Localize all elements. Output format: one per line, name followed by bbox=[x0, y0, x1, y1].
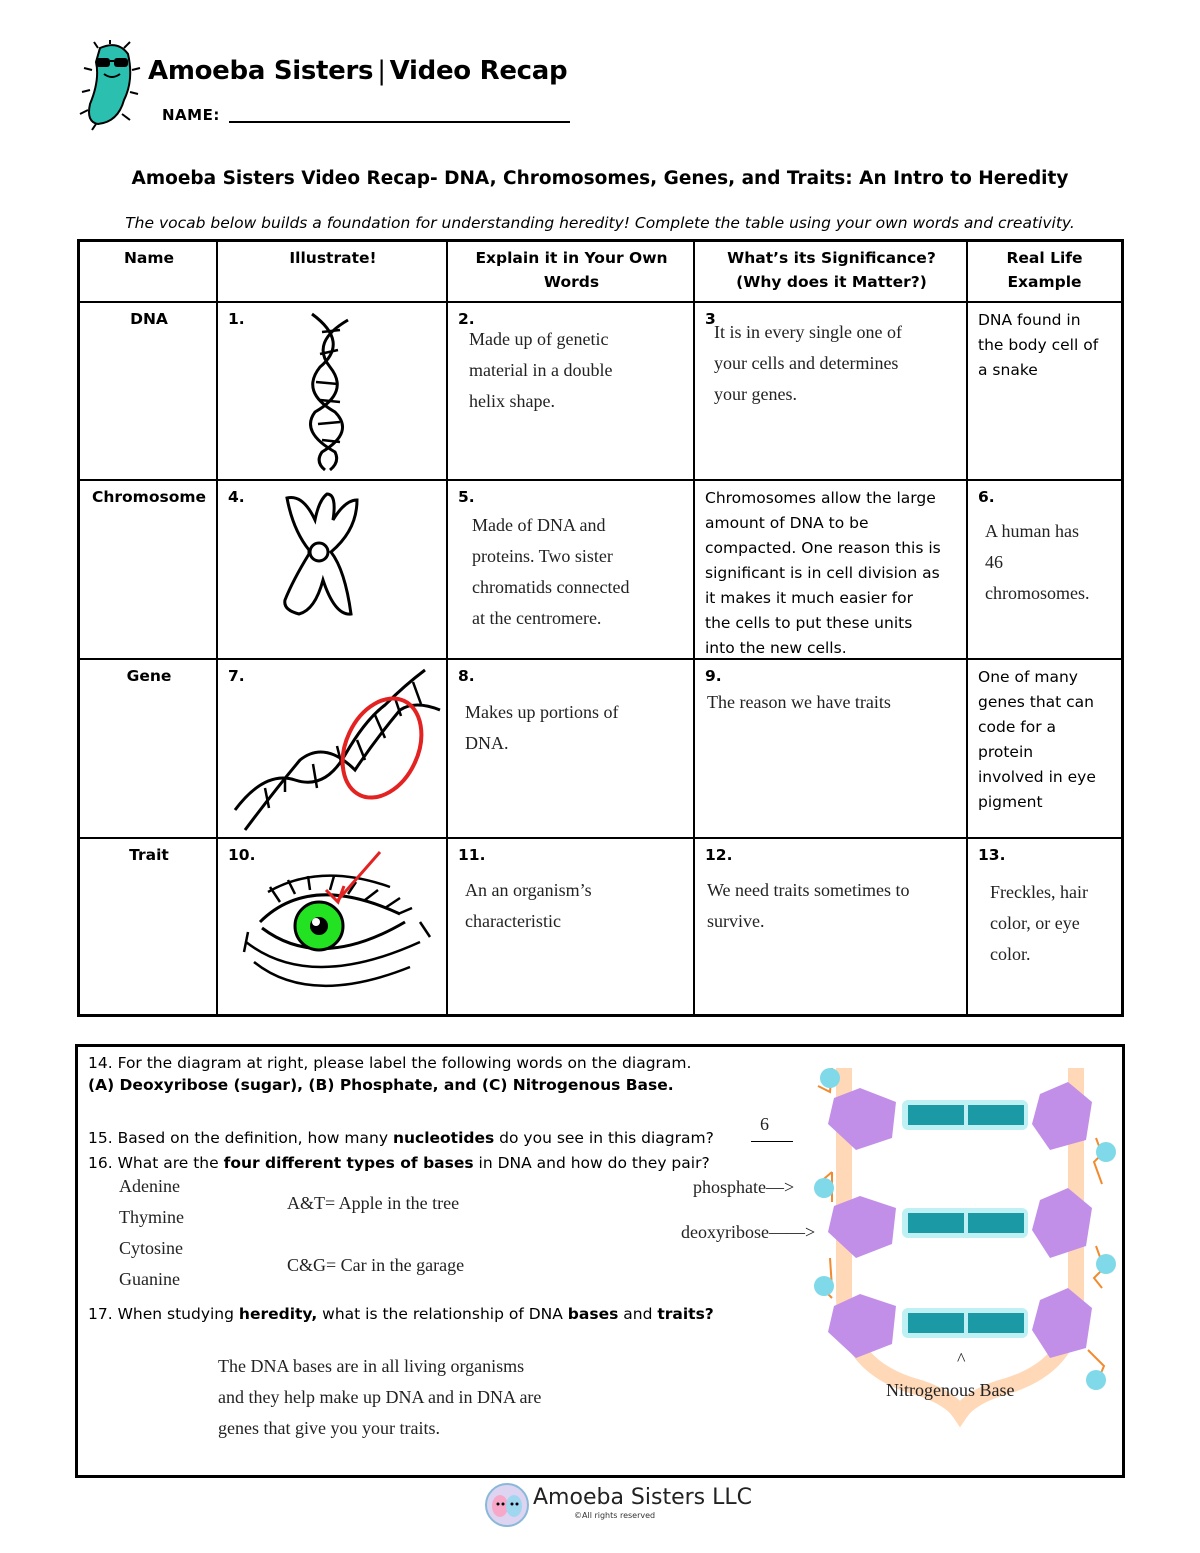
base-name: Thymine bbox=[119, 1207, 184, 1227]
header-explain-line: Words bbox=[543, 273, 600, 291]
answer-line: Made up of genetic bbox=[469, 329, 609, 349]
answer-line: material in a double bbox=[469, 360, 613, 380]
chromosome-explain-answer[interactable] bbox=[472, 510, 629, 634]
base-name: Adenine bbox=[119, 1176, 180, 1196]
answer-line: significant is in cell division as bbox=[705, 564, 940, 582]
name-label: NAME: bbox=[162, 106, 220, 124]
question-keyword: four different types of bases bbox=[223, 1154, 474, 1172]
trait-example-answer[interactable] bbox=[990, 877, 1088, 970]
row-name-trait: Trait bbox=[129, 846, 169, 864]
label-phosphate[interactable]: phosphate—> bbox=[693, 1177, 795, 1197]
answer-line: helix shape. bbox=[469, 391, 555, 411]
answer-line: We need traits sometimes to bbox=[707, 880, 910, 900]
gene-on-dna-drawing bbox=[225, 660, 447, 838]
answer-line: Makes up portions of bbox=[465, 702, 619, 722]
header-example bbox=[968, 246, 1121, 294]
item-number: 7. bbox=[228, 667, 245, 685]
header-example-line: Real Life bbox=[1006, 249, 1083, 267]
q16-pair-at[interactable]: A&T= Apple in the tree bbox=[287, 1193, 460, 1213]
question-text: do you see in this diagram? bbox=[494, 1129, 714, 1147]
trait-significance-answer[interactable] bbox=[707, 875, 910, 937]
question-keyword: bases bbox=[567, 1305, 619, 1323]
answer-line: color, or eye bbox=[990, 913, 1080, 933]
column-divider bbox=[216, 242, 218, 1014]
section-name: Video Recap bbox=[389, 56, 568, 86]
header-explain-line: Explain it in Your Own bbox=[475, 249, 668, 267]
eye-drawing bbox=[240, 842, 440, 1002]
answer-line: genes that can bbox=[978, 693, 1094, 711]
item-number: 5. bbox=[458, 488, 475, 506]
answer-line: survive. bbox=[707, 911, 765, 931]
answer-line: characteristic bbox=[465, 911, 561, 931]
q15-answer[interactable]: 6 bbox=[760, 1114, 769, 1134]
answer-line: a snake bbox=[978, 361, 1038, 379]
answer-line: Freckles, hair bbox=[990, 882, 1088, 902]
answer-line: genes that give you your traits. bbox=[218, 1418, 440, 1438]
q16-pair-cg[interactable]: C&G= Car in the garage bbox=[287, 1255, 465, 1275]
item-number: 11. bbox=[458, 846, 486, 864]
answer-line: at the centromere. bbox=[472, 608, 602, 628]
name-field[interactable] bbox=[229, 121, 570, 123]
answer-line: proteins. Two sister bbox=[472, 546, 613, 566]
question-text: 14. For the diagram at right, please label the following words on the diagram. bbox=[88, 1054, 692, 1072]
question-text: (A) Deoxyribose (sugar), (B) Phosphate, and (C) Nitrogenous Base. bbox=[88, 1076, 674, 1094]
question-text: in DNA and how do they pair? bbox=[473, 1154, 710, 1172]
question-keyword: heredity, bbox=[238, 1305, 318, 1323]
question-text: 17. When studying bbox=[88, 1305, 239, 1323]
footer-rights: ©All rights reserved bbox=[574, 1511, 656, 1520]
answer-line: An an organism’s bbox=[465, 880, 592, 900]
item-number: 6. bbox=[978, 488, 995, 506]
dna-helix-drawing bbox=[300, 312, 360, 472]
chromosome-significance-answer[interactable] bbox=[705, 486, 963, 661]
answer-line: protein bbox=[978, 743, 1034, 761]
row-divider bbox=[80, 479, 1121, 481]
item-number: 10. bbox=[228, 846, 256, 864]
column-divider bbox=[693, 242, 695, 1014]
question-text: and bbox=[618, 1305, 658, 1323]
gene-significance-answer[interactable] bbox=[707, 687, 891, 718]
answer-line: 46 bbox=[985, 552, 1003, 572]
q16-bases-answer[interactable] bbox=[119, 1171, 184, 1295]
question-keyword: nucleotides bbox=[392, 1129, 495, 1147]
answer-line: Made of DNA and bbox=[472, 515, 606, 535]
brand-name: Amoeba Sisters bbox=[148, 56, 374, 86]
item-number: 12. bbox=[705, 846, 733, 864]
answer-line: Chromosomes allow the large bbox=[705, 489, 936, 507]
header-example-line: Example bbox=[1007, 273, 1082, 291]
chromosome-drawing bbox=[275, 490, 365, 620]
base-name: Cytosine bbox=[119, 1238, 184, 1258]
answer-line: it makes it much easier for bbox=[705, 589, 913, 607]
chromosome-example-answer[interactable] bbox=[985, 516, 1089, 609]
answer-line: your genes. bbox=[714, 384, 797, 404]
dna-explain-answer[interactable] bbox=[469, 324, 612, 417]
label-caret: ^ bbox=[957, 1349, 966, 1369]
q17-answer[interactable] bbox=[218, 1351, 541, 1444]
answer-line: code for a bbox=[978, 718, 1057, 736]
gene-example-answer[interactable] bbox=[978, 665, 1096, 815]
answer-line: chromatids connected bbox=[472, 577, 630, 597]
question-15 bbox=[88, 1127, 714, 1149]
question-text: 16. What are the bbox=[88, 1154, 224, 1172]
page-title: Amoeba Sisters Video Recap- DNA, Chromosomes, Genes, and Traits: An Intro to Heredity bbox=[131, 168, 1069, 189]
answer-line: The reason we have traits bbox=[707, 692, 891, 712]
column-divider bbox=[966, 242, 968, 1014]
item-number: 1. bbox=[228, 310, 245, 328]
vocab-table bbox=[77, 239, 1124, 1017]
header-separator: | bbox=[377, 56, 386, 86]
answer-line: DNA found in bbox=[978, 311, 1081, 329]
header-significance-line: (Why does it Matter?) bbox=[736, 273, 927, 291]
answer-line: One of many bbox=[978, 668, 1078, 686]
item-number: 13. bbox=[978, 846, 1006, 864]
answer-line: chromosomes. bbox=[985, 583, 1090, 603]
amoeba-mascot-logo bbox=[78, 40, 146, 132]
answer-line: the cells to put these units bbox=[705, 614, 913, 632]
item-number: 4. bbox=[228, 488, 245, 506]
page-subtitle: The vocab below builds a foundation for understanding heredity! Complete the table using your own words and creativity. bbox=[125, 214, 1075, 232]
answer-line: and they help make up DNA and in DNA are bbox=[218, 1387, 542, 1407]
answer-line: color. bbox=[990, 944, 1031, 964]
q15-answer-line bbox=[751, 1141, 793, 1142]
trait-explain-answer[interactable] bbox=[465, 875, 592, 937]
header-significance-line: What’s its Significance? bbox=[727, 249, 936, 267]
answer-line: involved in eye bbox=[978, 768, 1096, 786]
answer-line: A human has bbox=[985, 521, 1079, 541]
answer-line: It is in every single one of bbox=[714, 322, 902, 342]
question-keyword: traits? bbox=[657, 1305, 714, 1323]
question-17 bbox=[88, 1303, 714, 1325]
label-nitrogenous-base[interactable]: Nitrogenous Base bbox=[886, 1380, 1015, 1400]
header-name: Name bbox=[123, 249, 175, 267]
column-divider bbox=[446, 242, 448, 1014]
item-number: 2. bbox=[458, 310, 475, 328]
header-explain bbox=[448, 246, 695, 294]
answer-line: DNA. bbox=[465, 733, 509, 753]
answer-line: into the new cells. bbox=[705, 639, 847, 657]
amoeba-sisters-footer-logo bbox=[484, 1482, 530, 1528]
row-divider bbox=[80, 301, 1121, 303]
gene-explain-answer[interactable] bbox=[465, 697, 618, 759]
footer-brand: Amoeba Sisters LLC bbox=[533, 1485, 752, 1510]
question-text: what is the relationship of DNA bbox=[317, 1305, 568, 1323]
label-deoxyribose[interactable]: deoxyribose——> bbox=[681, 1222, 816, 1242]
item-number: 8. bbox=[458, 667, 475, 685]
row-name-dna: DNA bbox=[130, 310, 168, 328]
question-text: 15. Based on the definition, how many bbox=[88, 1129, 393, 1147]
answer-line: amount of DNA to be bbox=[705, 514, 869, 532]
answer-line: your cells and determines bbox=[714, 353, 899, 373]
answer-line: compacted. One reason this is bbox=[705, 539, 941, 557]
question-14 bbox=[88, 1052, 691, 1096]
row-name-chromosome: Chromosome bbox=[91, 488, 207, 506]
row-name-gene: Gene bbox=[126, 667, 172, 685]
answer-line: the body cell of bbox=[978, 336, 1099, 354]
base-name: Guanine bbox=[119, 1269, 180, 1289]
dna-significance-answer[interactable] bbox=[714, 317, 902, 410]
answer-line: pigment bbox=[978, 793, 1043, 811]
header-illustrate: Illustrate! bbox=[289, 249, 377, 267]
answer-line: The DNA bases are in all living organisms bbox=[218, 1356, 525, 1376]
item-number: 9. bbox=[705, 667, 722, 685]
dna-example-answer[interactable] bbox=[978, 308, 1098, 383]
header-title bbox=[148, 56, 567, 86]
header-significance bbox=[695, 246, 968, 294]
item-number: 3 bbox=[705, 310, 716, 328]
